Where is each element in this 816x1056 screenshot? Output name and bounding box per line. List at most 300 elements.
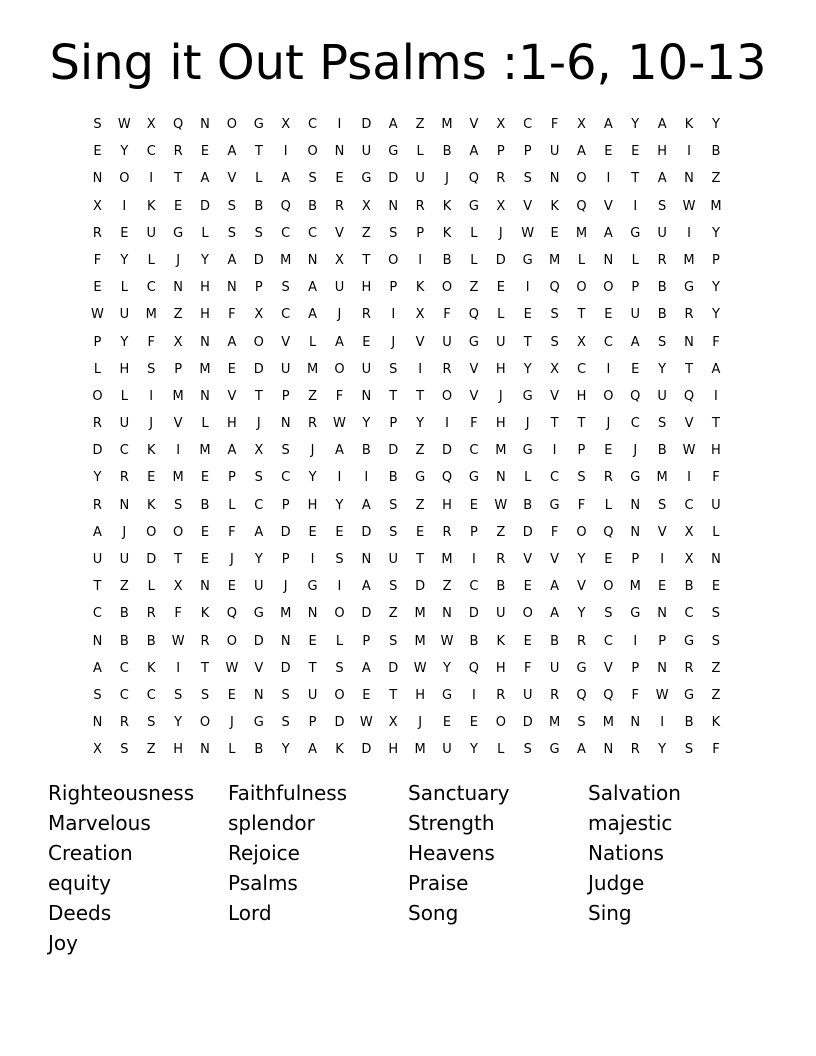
grid-letter: F (523, 660, 532, 676)
grid-letter: R (442, 524, 452, 540)
grid-letter: N (173, 280, 183, 296)
grid-letter: P (631, 660, 640, 676)
grid-letter: I (149, 171, 154, 187)
grid-letter: M (656, 470, 668, 486)
grid-letter: S (577, 470, 586, 486)
grid-letter: F (228, 524, 236, 540)
grid-letter: O (119, 171, 130, 187)
grid-letter: H (415, 687, 426, 703)
word-list-item: Marvelous (48, 811, 151, 835)
grid-letter: W (682, 443, 696, 459)
grid-letter: O (603, 388, 614, 404)
grid-letter: H (307, 497, 318, 513)
grid-letter: I (633, 633, 638, 649)
grid-letter: T (416, 388, 425, 404)
grid-letter: G (468, 198, 479, 214)
grid-letter: Y (93, 470, 102, 486)
grid-letter: A (335, 443, 344, 459)
grid-letter: P (389, 280, 398, 296)
grid-letter: N (92, 171, 103, 187)
grid-letter: G (307, 579, 318, 595)
grid-letter: B (254, 742, 264, 758)
grid-letter: A (92, 660, 102, 676)
grid-letter: U (119, 552, 130, 567)
grid-letter: X (173, 579, 183, 595)
grid-letter: S (173, 687, 183, 703)
grid-letter: R (684, 660, 694, 676)
grid-letter: N (307, 252, 318, 268)
grid-letter: G (549, 742, 560, 758)
grid-letter: E (631, 361, 640, 377)
grid-letter: O (576, 524, 587, 540)
grid-letter: D (468, 606, 479, 622)
word-list-item: Sanctuary (408, 781, 510, 805)
grid-letter: M (710, 198, 722, 214)
grid-letter: N (200, 742, 210, 758)
page-title: Sing it Out Psalms :1-6, 10-13 (49, 35, 767, 91)
grid-letter: I (337, 470, 342, 486)
grid-letter: I (606, 171, 611, 187)
grid-letter: T (550, 416, 559, 432)
word-list-item: Deeds (48, 901, 112, 925)
grid-letter: D (200, 198, 211, 214)
grid-letter: A (550, 579, 560, 595)
grid-letter: O (146, 524, 157, 540)
grid-letter: S (200, 687, 210, 703)
grid-letter: X (496, 198, 506, 214)
grid-letter: S (281, 443, 290, 459)
grid-letter: N (200, 388, 210, 404)
grid-letter: F (712, 742, 720, 758)
grid-letter: T (711, 416, 720, 432)
word-list-item: Song (408, 901, 459, 925)
grid-letter: J (256, 416, 261, 432)
grid-letter: N (200, 579, 210, 595)
grid-letter: E (523, 579, 532, 595)
word-list-item: Strength (408, 811, 495, 835)
grid-letter: U (361, 144, 372, 160)
word-list-item: Lord (228, 901, 272, 925)
grid-letter: X (577, 117, 586, 132)
grid-letter: E (93, 144, 102, 160)
grid-letter: S (604, 606, 613, 622)
grid-letter: F (147, 334, 155, 350)
grid-letter: G (630, 606, 641, 622)
grid-letter: P (389, 416, 398, 432)
grid-letter: M (441, 117, 453, 132)
grid-letter: N (630, 524, 641, 540)
grid-letter: H (576, 388, 587, 404)
grid-letter: E (469, 715, 479, 731)
grid-letter: K (496, 633, 506, 649)
grid-letter: I (660, 552, 665, 567)
grid-letter: A (550, 606, 560, 622)
grid-letter: Q (603, 524, 614, 540)
grid-letter: G (684, 280, 695, 296)
grid-letter: V (550, 388, 560, 404)
grid-letter: I (176, 660, 181, 676)
grid-letter: H (711, 443, 721, 459)
word-list-item: Righteousness (48, 781, 195, 805)
grid-letter: X (335, 252, 344, 268)
grid-letter: S (335, 660, 344, 676)
grid-letter: G (522, 388, 533, 404)
grid-letter: S (711, 633, 721, 649)
word-list-item: Sing (588, 901, 632, 925)
grid-letter: K (146, 497, 156, 513)
grid-letter: R (361, 307, 371, 323)
grid-letter: F (577, 497, 586, 513)
grid-letter: S (523, 742, 532, 758)
grid-letter: E (604, 307, 613, 323)
grid-letter: P (416, 225, 425, 241)
grid-letter: Z (711, 687, 721, 703)
grid-letter: Y (658, 742, 667, 758)
grid-letter: Z (711, 171, 721, 187)
grid-letter: L (120, 388, 128, 404)
grid-letter: L (201, 225, 209, 241)
grid-letter: H (200, 280, 210, 296)
word-list-item: Judge (588, 871, 645, 895)
grid-letter: P (227, 470, 236, 486)
grid-letter: G (684, 687, 695, 703)
grid-letter: A (254, 524, 264, 540)
grid-letter: E (604, 144, 613, 160)
grid-letter: T (389, 687, 398, 703)
grid-letter: Z (308, 388, 318, 404)
grid-letter: V (415, 334, 425, 350)
grid-letter: L (335, 633, 344, 649)
grid-letter: G (630, 225, 641, 241)
grid-letter: I (418, 361, 423, 377)
grid-letter: B (119, 606, 129, 622)
grid-letter: B (146, 633, 156, 649)
grid-letter: X (577, 334, 586, 350)
grid-letter: C (308, 225, 318, 241)
grid-letter: I (337, 579, 342, 595)
grid-letter: Q (576, 687, 587, 703)
grid-letter: C (684, 497, 694, 513)
grid-letter: K (335, 742, 344, 758)
grid-letter: O (576, 280, 587, 296)
grid-letter: C (603, 334, 613, 350)
grid-letter: I (552, 443, 557, 459)
grid-letter: H (495, 660, 506, 676)
grid-letter: D (253, 361, 264, 377)
grid-letter: N (119, 497, 130, 513)
grid-letter: T (308, 660, 317, 676)
grid-letter: S (389, 497, 398, 513)
grid-letter: L (712, 524, 720, 540)
grid-letter: V (227, 171, 237, 187)
grid-letter: B (469, 633, 479, 649)
grid-letter: D (361, 524, 372, 540)
grid-letter: F (550, 117, 559, 132)
grid-letter: V (469, 361, 479, 377)
grid-letter: C (684, 606, 694, 622)
grid-letter: L (470, 225, 478, 241)
grid-letter: H (200, 307, 210, 323)
grid-letter: L (93, 361, 102, 377)
grid-letter: G (468, 470, 479, 486)
grid-letter: Y (362, 416, 371, 432)
grid-letter: S (658, 416, 667, 432)
grid-letter: P (174, 361, 183, 377)
grid-letter: U (307, 687, 318, 703)
grid-letter: X (92, 198, 102, 214)
grid-letter: X (496, 117, 506, 132)
grid-letter: R (684, 307, 694, 323)
word-list-item: splendor (228, 811, 315, 835)
grid-letter: O (92, 388, 103, 404)
grid-letter: E (227, 361, 236, 377)
grid-letter: Z (119, 579, 129, 595)
grid-letter: T (201, 660, 209, 676)
grid-letter: Y (281, 742, 290, 758)
grid-letter: Q (603, 687, 614, 703)
grid-letter: A (335, 334, 344, 350)
grid-letter: I (122, 198, 127, 214)
grid-letter: U (522, 687, 533, 703)
grid-letter: D (361, 117, 372, 132)
grid-letter: Q (576, 198, 587, 214)
grid-letter: U (657, 225, 667, 241)
grid-letter: Y (443, 660, 451, 676)
grid-letter: I (176, 443, 181, 459)
grid-letter: E (416, 524, 425, 540)
grid-letter: C (576, 361, 587, 377)
grid-letter: Q (683, 388, 695, 404)
grid-letter: B (442, 252, 452, 268)
grid-letter: A (657, 117, 667, 132)
grid-letter: R (630, 742, 640, 758)
grid-letter: X (415, 307, 425, 323)
grid-letter: X (92, 742, 102, 758)
grid-letter: I (310, 552, 315, 567)
grid-letter: J (606, 416, 611, 432)
grid-letter: N (684, 334, 694, 350)
grid-letter: W (225, 660, 239, 676)
grid-letter: B (657, 280, 667, 296)
grid-letter: V (254, 660, 264, 676)
grid-letter: U (119, 416, 130, 432)
grid-letter: S (93, 117, 102, 132)
grid-letter: T (254, 388, 263, 404)
grid-letter: L (228, 742, 236, 758)
grid-letter: P (712, 252, 720, 268)
grid-letter: U (442, 334, 452, 350)
grid-letter: C (119, 660, 129, 676)
grid-letter: K (550, 198, 559, 214)
grid-letter: X (684, 524, 694, 540)
grid-letter: J (525, 416, 530, 432)
grid-letter: T (577, 307, 586, 323)
grid-letter: N (442, 606, 452, 622)
grid-letter: S (389, 225, 398, 241)
grid-letter: Q (468, 307, 480, 323)
grid-letter: N (657, 606, 668, 622)
grid-letter: N (92, 715, 103, 731)
grid-letter: A (361, 660, 371, 676)
grid-letter: G (253, 606, 264, 622)
grid-letter: Y (711, 280, 720, 296)
grid-letter: O (334, 606, 345, 622)
grid-letter: Q (173, 117, 184, 132)
grid-letter: R (442, 361, 452, 377)
grid-letter: S (281, 280, 290, 296)
grid-letter: M (280, 252, 292, 268)
grid-letter: C (92, 606, 102, 622)
grid-letter: P (281, 552, 290, 567)
grid-letter: O (522, 606, 533, 622)
grid-letter: E (147, 470, 156, 486)
grid-letter: I (283, 144, 288, 160)
grid-letter: M (548, 252, 561, 268)
grid-letter: M (280, 606, 292, 622)
grid-letter: J (391, 334, 396, 350)
word-list-item: Praise (408, 871, 469, 895)
grid-letter: T (523, 334, 532, 350)
grid-letter: F (174, 606, 182, 622)
grid-letter: N (549, 171, 560, 187)
grid-letter: U (254, 579, 264, 595)
grid-letter: A (227, 144, 237, 160)
grid-letter: H (388, 742, 399, 758)
grid-letter: E (442, 715, 452, 731)
grid-letter: K (711, 715, 721, 731)
grid-letter: H (657, 144, 668, 160)
grid-letter: A (630, 334, 640, 350)
grid-letter: O (334, 687, 345, 703)
grid-letter: Z (173, 307, 183, 323)
grid-letter: V (684, 416, 694, 432)
grid-letter: L (497, 307, 505, 323)
grid-letter: W (440, 633, 454, 649)
grid-letter: Y (711, 117, 720, 132)
grid-letter: L (577, 252, 586, 268)
grid-letter: Q (280, 198, 291, 214)
grid-letter: L (604, 497, 612, 513)
grid-letter: F (93, 252, 102, 268)
grid-letter: N (361, 552, 372, 567)
grid-letter: E (227, 687, 236, 703)
grid-letter: Q (441, 470, 453, 486)
grid-letter: M (172, 388, 184, 404)
grid-letter: N (657, 660, 668, 676)
grid-letter: G (361, 171, 372, 187)
grid-letter: S (254, 225, 263, 241)
grid-letter: A (469, 144, 479, 160)
grid-letter: F (228, 307, 236, 323)
word-list-item: equity (48, 871, 111, 895)
grid-letter: F (470, 416, 478, 432)
grid-letter: M (414, 742, 426, 758)
grid-letter: N (711, 552, 721, 567)
word-search-grid (84, 111, 729, 764)
grid-letter: E (631, 144, 640, 160)
grid-letter: L (255, 171, 263, 187)
grid-letter: Q (549, 280, 560, 296)
grid-letter: X (361, 198, 371, 214)
grid-letter: B (361, 443, 371, 459)
grid-letter: B (254, 198, 264, 214)
grid-letter: R (496, 552, 506, 567)
grid-letter: N (495, 470, 506, 486)
grid-letter: H (173, 742, 183, 758)
grid-letter: X (550, 361, 560, 377)
word-list-item: Joy (48, 931, 78, 955)
grid-letter: V (281, 334, 291, 350)
grid-letter: R (496, 687, 506, 703)
grid-letter: K (146, 198, 156, 214)
grid-letter: Y (254, 552, 263, 567)
grid-letter: W (91, 307, 104, 323)
grid-letter: E (174, 198, 183, 214)
grid-letter: U (119, 307, 130, 323)
word-list-item: Faithfulness (228, 781, 348, 805)
grid-letter: I (471, 687, 476, 703)
grid-letter: Q (468, 171, 480, 187)
grid-letter: O (576, 171, 587, 187)
grid-letter: M (306, 361, 319, 377)
grid-letter: B (523, 497, 533, 513)
grid-letter: X (254, 443, 264, 459)
grid-letter: J (498, 388, 503, 404)
grid-letter: T (362, 252, 371, 268)
grid-letter: L (147, 252, 155, 268)
grid-letter: S (254, 470, 263, 486)
grid-letter: O (495, 715, 506, 731)
grid-letter: D (280, 660, 291, 676)
grid-letter: R (119, 470, 129, 486)
grid-letter: B (550, 633, 560, 649)
grid-letter: G (388, 144, 399, 160)
grid-letter: F (443, 307, 451, 323)
grid-letter: O (173, 524, 184, 540)
grid-letter: P (631, 280, 640, 296)
grid-letter: U (280, 361, 291, 377)
grid-letter: Y (416, 416, 425, 432)
grid-letter: O (388, 252, 399, 268)
grid-letter: A (227, 252, 237, 268)
grid-letter: W (655, 687, 669, 703)
grid-letter: K (442, 225, 452, 241)
grid-letter: S (389, 633, 398, 649)
grid-letter: C (281, 307, 291, 323)
grid-letter: A (388, 117, 398, 132)
grid-letter: I (606, 361, 611, 377)
grid-letter: Z (361, 225, 371, 241)
grid-letter: E (496, 280, 505, 296)
word-list-item: majestic (588, 811, 673, 835)
grid-letter: V (335, 225, 344, 241)
grid-letter: B (657, 307, 667, 323)
grid-letter: A (657, 171, 667, 187)
grid-letter: G (468, 334, 479, 350)
word-list-item: Psalms (228, 871, 298, 895)
grid-letter: I (687, 470, 691, 486)
grid-letter: J (337, 307, 342, 323)
grid-letter: K (146, 443, 156, 459)
grid-letter: D (280, 524, 291, 540)
grid-letter: S (120, 742, 129, 758)
grid-letter: M (441, 552, 453, 567)
grid-letter: P (469, 524, 478, 540)
grid-letter: O (441, 388, 453, 404)
grid-letter: U (549, 660, 560, 676)
grid-letter: K (442, 198, 452, 214)
grid-letter: H (495, 361, 506, 377)
